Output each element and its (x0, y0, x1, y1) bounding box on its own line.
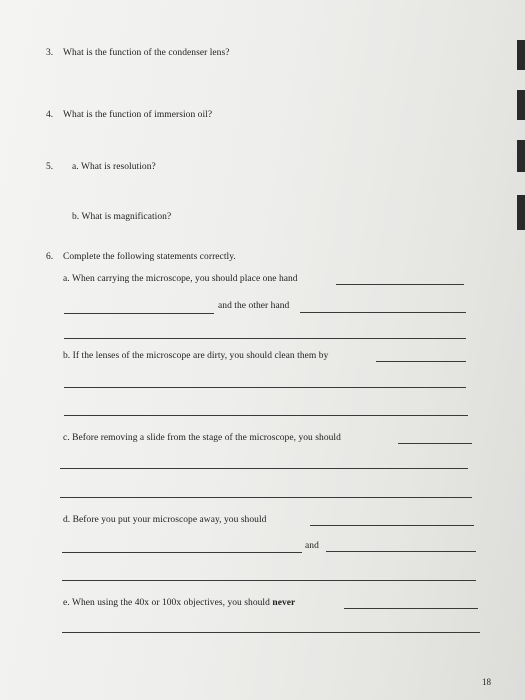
answer-line (344, 608, 478, 609)
question-6-number: 6. (46, 252, 54, 262)
answer-line (300, 312, 466, 313)
question-6a-line1: a. When carrying the microscope, you should place one hand (63, 274, 298, 284)
question-3-text: What is the function of the condenser lens? (63, 48, 230, 58)
binder-edge (517, 90, 525, 120)
answer-line (64, 313, 214, 314)
question-4-text: What is the function of immersion oil? (63, 110, 213, 120)
answer-line (64, 415, 468, 416)
answer-line (62, 632, 480, 633)
answer-line (376, 361, 466, 362)
answer-line (60, 468, 468, 469)
question-6a-line2: and the other hand (218, 301, 290, 311)
answer-line (62, 552, 302, 553)
question-4-number: 4. (46, 110, 54, 120)
question-5-number: 5. (46, 162, 54, 172)
binder-edge (517, 40, 525, 70)
question-6d-line1: d. Before you put your microscope away, you should (63, 515, 267, 525)
answer-line (62, 580, 476, 581)
question-6-text: Complete the following statements correctly. (63, 252, 236, 262)
question-6e-never: never (272, 598, 296, 608)
answer-line (336, 284, 464, 285)
question-3-number: 3. (46, 48, 54, 58)
question-6c-line1: c. Before removing a slide from the stage of the microscope, you should (63, 433, 341, 443)
question-5b-text: b. What is magnification? (72, 212, 172, 222)
answer-line (326, 551, 476, 552)
question-5a-text: a. What is resolution? (72, 162, 156, 172)
binder-edge (517, 195, 525, 230)
answer-line (310, 525, 474, 526)
question-6e-prefix: e. When using the 40x or 100x objectives, you should (63, 598, 270, 608)
question-6e-line1 (63, 598, 295, 608)
question-6d-and: and (305, 541, 319, 551)
answer-line (60, 497, 472, 498)
answer-line (64, 338, 466, 339)
question-6b-line1: b. If the lenses of the microscope are dirty, you should clean them by (63, 351, 329, 361)
answer-line (398, 443, 472, 444)
page-number: 18 (482, 677, 492, 687)
answer-line (64, 387, 466, 388)
binder-edge (517, 140, 525, 172)
